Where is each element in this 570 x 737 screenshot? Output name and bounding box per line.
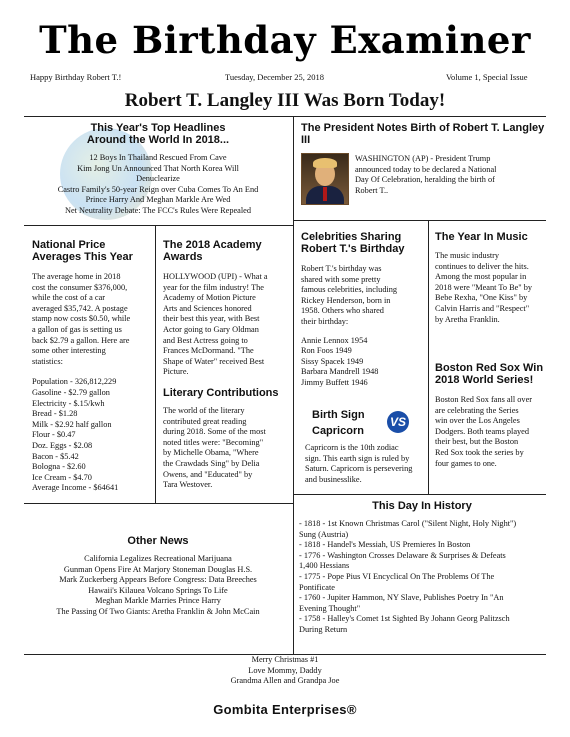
- list-item: Hawaii's Kilauea Volcano Springs To Life: [88, 585, 228, 595]
- prices-title: National Price Averages This Year: [32, 239, 133, 263]
- top-headlines-section: [26, 122, 290, 217]
- literary-body: The world of the literary contributed great reading during 2018. Some of the most noted titles were: "Becoming" by Michelle Obama, "Where the Crawdads Sing" by Delia Owens, and "Educated" by Tara Westover.: [163, 405, 266, 490]
- academy-section: [163, 239, 291, 491]
- birth-sign-title: Birth Sign: [312, 409, 365, 421]
- list-item: Gasoline - $2.79 gallon: [32, 387, 110, 397]
- divider-left-1: [24, 225, 293, 226]
- list-item: Barbara Mandrell 1948: [301, 367, 379, 377]
- list-item: Doz. Eggs - $2.08: [32, 440, 93, 450]
- birth-sign-name: Capricorn: [312, 425, 364, 437]
- prices-intro: The average home in 2018 cost the consumer $376,000, while the cost of a car averaged $35,742. A postage stamp now costs $0.50, while a gallon of gas is setting us back $2.79 a gallon. Here are some other interesting statistics:: [32, 272, 131, 366]
- literary-title: Literary Contributions: [163, 386, 279, 399]
- other-news-section: [26, 535, 290, 618]
- list-item: Mark Zuckerberg Appears Before Congress: Data Breeches: [59, 575, 257, 585]
- celebrities-section: [301, 231, 425, 389]
- music-body: The music industry continues to deliver the hits. Among the most popular in 2018 were "Meant To Be" by Bebe Rexha, "One Kiss" by Calvin Harris and "Respect" by Aretha Franklin.: [435, 251, 533, 324]
- president-portrait-image: [301, 153, 349, 205]
- list-item: Net Neutrality Debate: The FCC's Rules Were Repealed: [65, 205, 251, 215]
- list-item: - 1776 - Washington Crosses Delaware & Surprises & Defeats: [299, 550, 506, 560]
- music-section: [435, 231, 547, 325]
- history-list: [299, 519, 545, 636]
- list-item: Milk - $2.92 half gallon: [32, 419, 112, 429]
- history-title: This Day In History: [372, 500, 472, 512]
- list-item: Kim Jong Un Announced That North Korea Will: [77, 163, 239, 173]
- dateline-greeting: Happy Birthday Robert T.!: [30, 72, 122, 82]
- redsox-body: Boston Red Sox fans all over are celebrating the Series win over the Los Angeles Dodgers. Both teams played their best, but the Boston Red Sox took the series by four games to one.: [435, 395, 533, 468]
- president-section: [301, 122, 545, 146]
- list-item: Annie Lennox 1954: [301, 335, 368, 345]
- dateline-volume: Volume 1, Special Issue: [446, 72, 528, 82]
- divider-left-2: [24, 503, 293, 504]
- list-item: Population - 326,812,229: [32, 377, 117, 387]
- list-item: Electricity - $.15/kwh: [32, 398, 105, 408]
- list-item: - 1760 - Jupiter Hammon, NY Slave, Publishes Poetry In "An: [299, 593, 504, 603]
- list-item: Sissy Spacek 1949: [301, 356, 364, 366]
- list-item: Sung (Austria): [299, 529, 349, 539]
- list-item: Flour - $0.47: [32, 430, 76, 440]
- music-title: The Year In Music: [435, 231, 528, 243]
- list-item: The Passing Of Two Giants: Aretha Franklin & John McCain: [56, 606, 260, 616]
- academy-body: HOLLYWOOD (UPI) - What a year for the film industry! The Academy of Motion Picture Arts and Sciences honored their best this year, with Best Actor going to Gary Oldman and Best Actress going to Frances McDormand. "The Shape of Water" received Best Picture.: [163, 272, 268, 377]
- list-item: Denuclearize: [136, 174, 180, 184]
- list-item: 12 Boys In Thailand Rescued From Cave: [89, 153, 227, 162]
- divider-left-vertical: [155, 225, 156, 503]
- list-item: Bacon - $5.42: [32, 451, 79, 461]
- history-section: [299, 500, 545, 636]
- list-item: California Legalizes Recreational Marijuana: [84, 554, 232, 563]
- prices-section: [32, 239, 152, 494]
- list-item: Pontificate: [299, 582, 335, 592]
- celebrities-body: Robert T.'s birthday was shared with some pretty famous celebrities, including Rickey Henderson, born in 1958. Others who shared their birthday:: [301, 264, 398, 326]
- list-item: - 1818 - Handel's Messiah, US Premieres In Boston: [299, 540, 471, 550]
- president-title: The President Notes Birth of Robert T. Langley III: [301, 122, 545, 146]
- academy-title: The 2018 Academy Awards: [163, 239, 262, 263]
- capricorn-icon: VS: [387, 411, 409, 433]
- masthead-title: The Birthday Examiner: [39, 18, 531, 62]
- top-headlines-title: This Year's Top Headlines Around the World In 2018...: [86, 122, 230, 146]
- other-news-list: [26, 554, 290, 618]
- divider-right-vertical: [428, 220, 429, 494]
- prices-stats: [32, 377, 152, 494]
- divider-top: [24, 116, 546, 117]
- celebrities-title: Celebrities Sharing Robert T.'s Birthday: [301, 231, 405, 255]
- list-item: Meghan Markle Marries Prince Harry: [95, 596, 221, 606]
- list-item: Evening Thought": [299, 603, 361, 613]
- president-body: WASHINGTON (AP) - President Trump announced today to be declared a National Day Of Celebration, heralding the birth of Robert T..: [355, 154, 497, 195]
- list-item: Ice Cream - $4.70: [32, 472, 92, 482]
- list-item: Jimmy Buffett 1946: [301, 377, 368, 387]
- top-headlines-list: [26, 153, 290, 217]
- list-item: Castro Family's 50-year Reign over Cuba Comes To An End: [57, 184, 259, 194]
- list-item: - 1818 - 1st Known Christmas Carol ("Silent Night, Holy Night"): [299, 519, 517, 528]
- other-news-title: Other News: [127, 535, 189, 547]
- list-item: Gunman Opens Fire At Marjory Stoneman Douglas H.S.: [63, 564, 253, 574]
- list-item: Ron Foos 1949: [301, 346, 352, 356]
- redsox-title: Boston Red Sox Win 2018 World Series!: [435, 362, 544, 386]
- list-item: Bologna - $2.60: [32, 462, 86, 472]
- celebrities-list: [301, 336, 425, 389]
- redsox-section: [435, 362, 547, 469]
- main-headline: Robert T. Langley III Was Born Today!: [124, 90, 446, 111]
- list-item: 1,400 Hessians: [299, 561, 350, 571]
- closing-message: Merry Christmas #1 Love Mommy, Daddy Grandma Allen and Grandpa Joe: [230, 655, 340, 686]
- divider-right-1: [293, 220, 546, 221]
- list-item: - 1758 - Halley's Comet 1st Sighted By Johann Georg Palitzsch: [299, 614, 510, 624]
- divider-center-vertical: [293, 116, 294, 654]
- list-item: Bread - $1.28: [32, 409, 78, 419]
- dateline-date: Tuesday, December 25, 2018: [225, 72, 324, 82]
- list-item: During Return: [299, 624, 348, 634]
- divider-right-2: [293, 494, 546, 495]
- brand-footer: Gombita Enterprises®: [213, 702, 357, 717]
- birth-sign-body: Capricorn is the 10th zodiac sign. This earth sign is ruled by Saturn. Capricorn is persevering and businesslike.: [305, 443, 413, 484]
- list-item: - 1775 - Pope Pius VI Encyclical On The Problems Of The: [299, 571, 495, 581]
- list-item: Average Income - $64641: [32, 483, 119, 493]
- list-item: Prince Harry And Meghan Markle Are Wed: [85, 195, 231, 205]
